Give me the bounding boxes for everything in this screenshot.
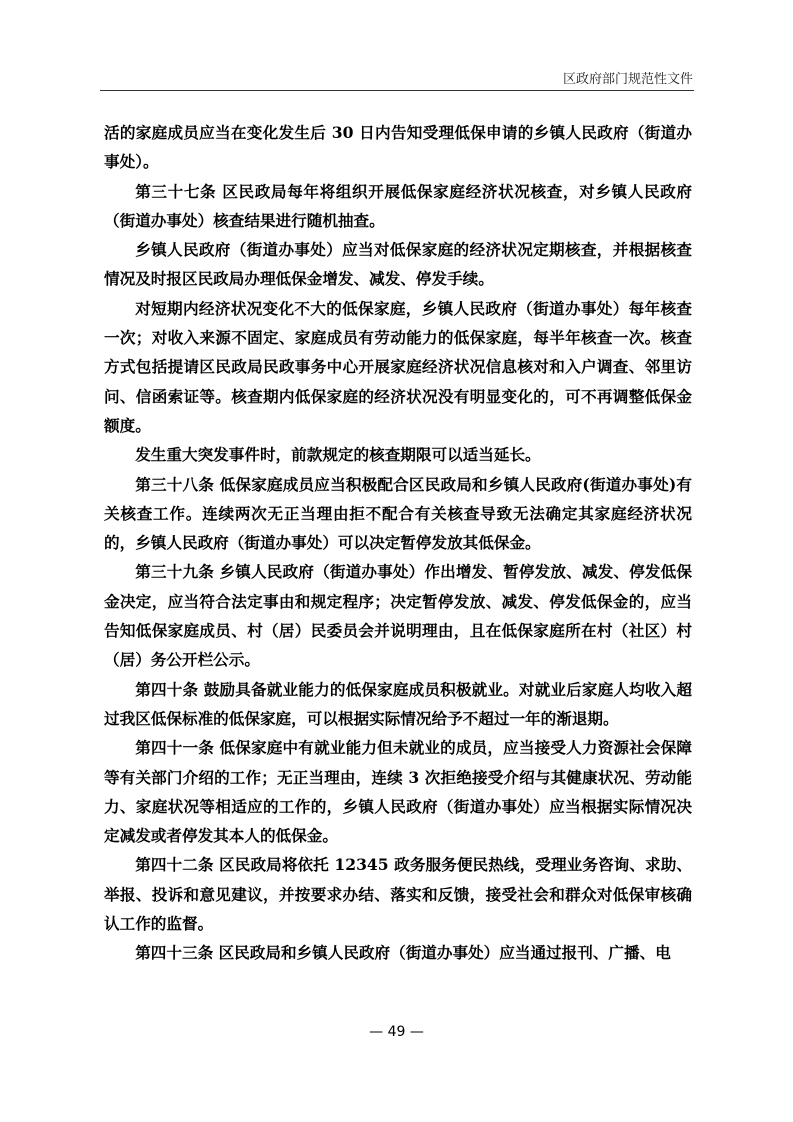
paragraph: 第四十二条 区民政局将依托 12345 政务服务便民热线，受理业务咨询、求助、举报、投诉和意见建议，并按要求办结、落实和反馈，接受社会和群众对低保审核确认工作的监督。: [104, 855, 692, 934]
paragraph: 活的家庭成员应当在变化发生后 30 日内告知受理低保申请的乡镇人民政府（街道办事处）。: [104, 123, 692, 172]
header-divider: [100, 90, 694, 91]
page-number: — 49 —: [369, 1024, 424, 1040]
paragraph: 对短期内经济状况变化不大的低保家庭，乡镇人民政府（街道办事处）每年核查一次；对收入来源不固定、家庭成员有劳动能力的低保家庭，每半年核查一次。核查方式包括提请区民政局民政事务中心开展家庭经济状况信息核对和入户调查、邻里访问、信函索证等。核查期内低保家庭的经济状况没有明显变化的，可不再调整低保金额度。: [104, 298, 692, 435]
paragraph: 第三十七条 区民政局每年将组织开展低保家庭经济状况核查，对乡镇人民政府（街道办事处）核查结果进行随机抽查。: [104, 181, 692, 230]
document-body: [104, 118, 692, 968]
paragraph: 第三十九条 乡镇人民政府（街道办事处）作出增发、暂停发放、减发、停发低保金决定，应当符合法定事由和规定程序；决定暂停发放、减发、停发低保金的，应当告知低保家庭成员、村（居）民委员会并说明理由，且在低保家庭所在村（社区）村（居）务公开栏公示。: [104, 562, 692, 670]
paragraph: 第四十一条 低保家庭中有就业能力但未就业的成员，应当接受人力资源社会保障等有关部门介绍的工作；无正当理由，连续 3 次拒绝接受介绍与其健康状况、劳动能力、家庭状况等相适应的工作的，乡镇人民政府（街道办事处）应当根据实际情况决定减发或者停发其本人的低保金。: [104, 738, 692, 846]
paragraph: 发生重大突发事件时，前款规定的核查期限可以适当延长。: [135, 445, 541, 465]
paragraph: 乡镇人民政府（街道办事处）应当对低保家庭的经济状况定期核查，并根据核查情况及时报区民政局办理低保金增发、减发、停发手续。: [104, 240, 692, 289]
paragraph: 第三十八条 低保家庭成员应当积极配合区民政局和乡镇人民政府(街道办事处)有关核查工作。连续两次无正当理由拒不配合有关核查导致无法确定其家庭经济状况的，乡镇人民政府（街道办事处）可以决定暂停发放其低保金。: [104, 474, 692, 553]
paragraph: 第四十条 鼓励具备就业能力的低保家庭成员积极就业。对就业后家庭人均收入超过我区低保标准的低保家庭，可以根据实际情况给予不超过一年的渐退期。: [104, 679, 692, 728]
paragraph: 第四十三条 区民政局和乡镇人民政府（街道办事处）应当通过报刊、广播、电: [135, 943, 671, 963]
header-title: 区政府部门规范性文件: [562, 72, 693, 87]
